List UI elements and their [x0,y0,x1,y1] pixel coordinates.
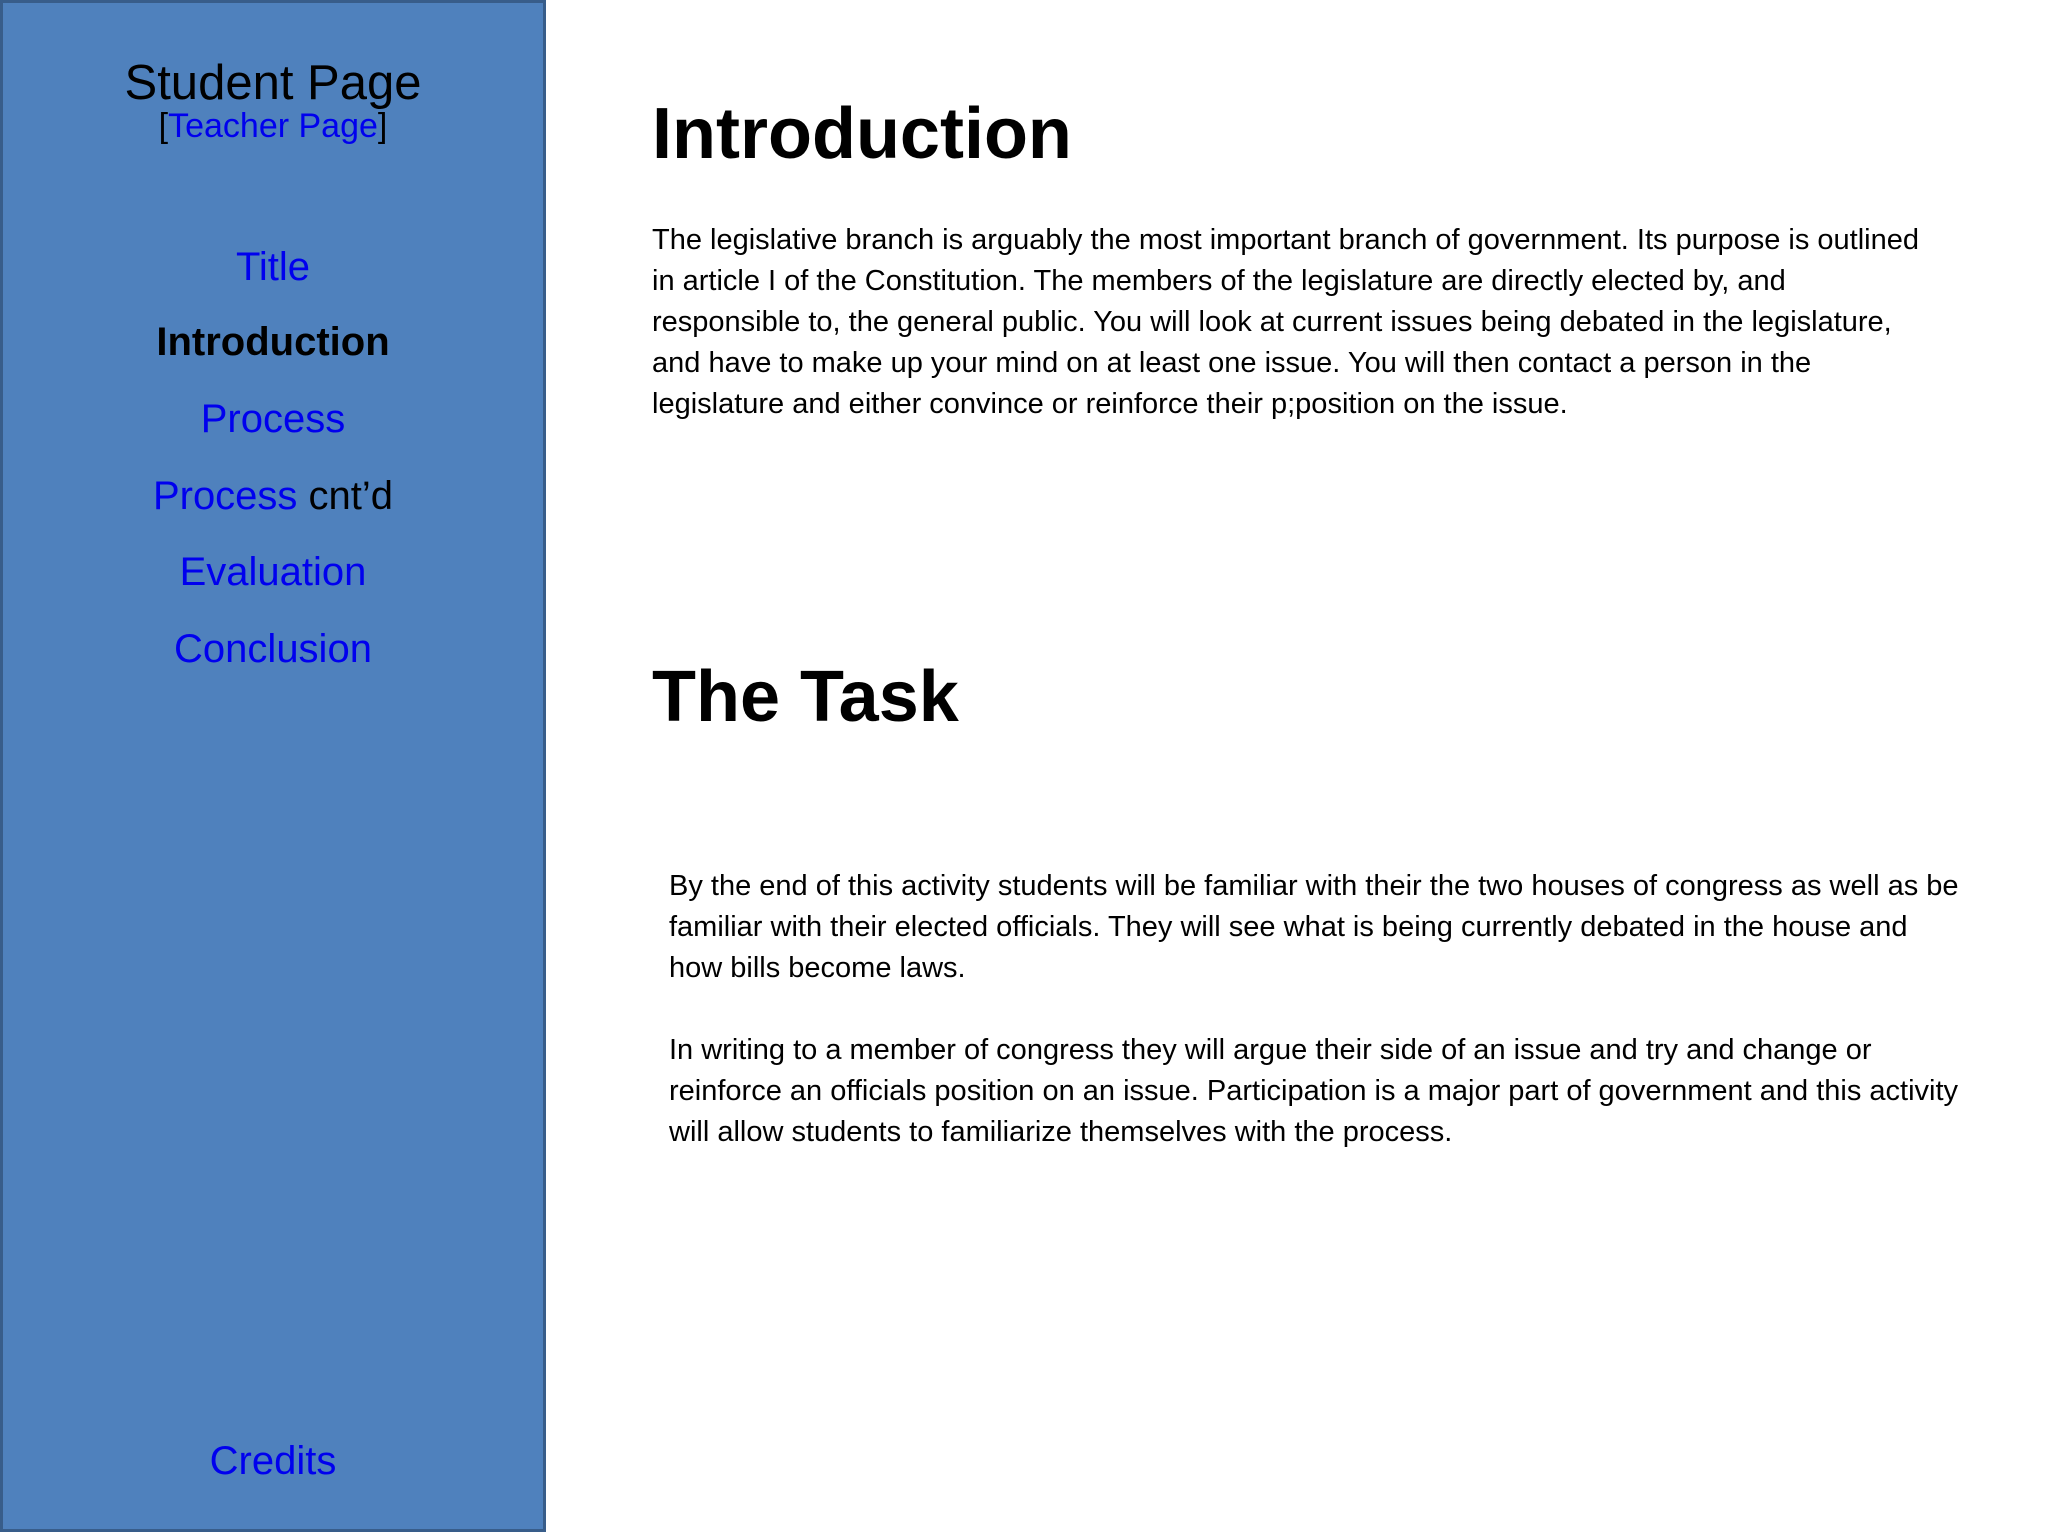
nav-title-link[interactable] [3,241,543,293]
nav-introduction-current [3,316,543,368]
task-paragraph-1: By the end of this activity students will be familiar with their the two houses of congress as well as be familiar with their elected officials. They will see what is being currently debated in the house and how bills become laws. [669,870,1959,984]
nav-evaluation-label: Evaluation [179,550,367,594]
nav-process-link[interactable] [3,393,543,445]
teacher-page-line [3,105,543,147]
nav-introduction-label: Introduction [156,320,390,364]
nav-conclusion-label: Conclusion [174,627,372,671]
nav-process-continued-suffix: cnt’d [297,474,394,518]
task-paragraph-2: In writing to a member of congress they will argue their side of an issue and try and change or reinforce an officials position on an issue. Participation is a major part of government and this activity will allow students to familiarize themselves with the process. [669,1034,1959,1148]
introduction-heading: Introduction [652,94,1072,174]
teacher-page-link[interactable]: Teacher Page [168,107,378,145]
task-heading: The Task [652,657,959,737]
nav-process-label: Process [200,397,346,441]
nav-process-continued[interactable] [3,470,543,522]
nav-evaluation-link[interactable] [3,546,543,598]
introduction-body: The legislative branch is arguably the most important branch of government. Its purpose is outlined in article I of the Constitution. The members of the legislature are directly elected by, and responsible to, the general public. You will look at current issues being debated in the legislature, and have to make up your mind on at least one issue. You will then contact a person in the legislature and either convince or reinforce their p;position on the issue. [652,224,1920,420]
nav-title-label: Title [235,245,311,289]
open-bracket: [ [158,107,169,145]
nav-credits-label: Credits [209,1439,337,1483]
nav-credits-link[interactable] [3,1435,543,1487]
nav-conclusion-link[interactable] [3,623,543,675]
sidebar-title: Student Page [124,56,422,110]
close-bracket: ] [377,107,388,145]
sidebar [0,0,546,1532]
nav-process-continued-label: Process [152,474,298,518]
